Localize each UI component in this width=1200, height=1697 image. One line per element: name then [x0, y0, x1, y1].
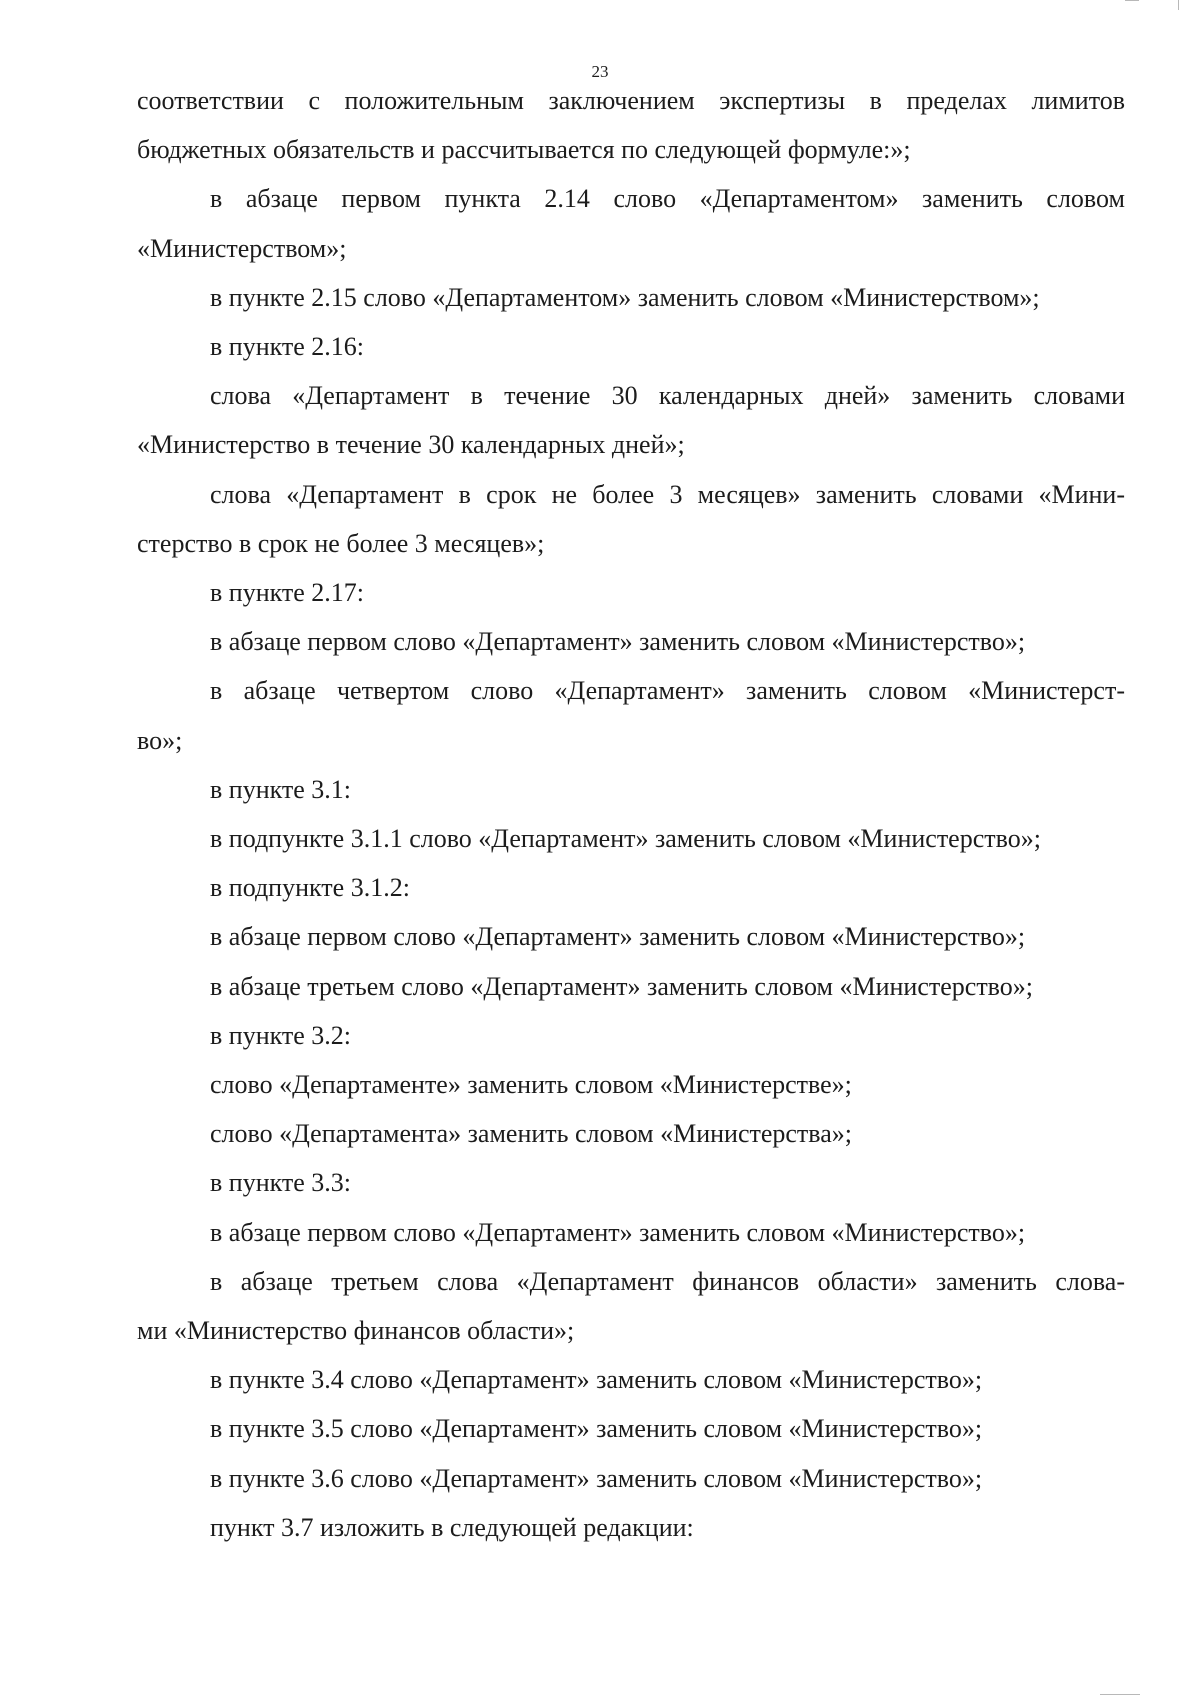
paragraph-line: «Министерство в течение 30 календарных дней»;	[137, 430, 685, 460]
paragraph-line: в абзаце четвертом слово «Департамент» заменить словом «Министерст-	[210, 676, 1125, 706]
paragraph-line: пункт 3.7 изложить в следующей редакции:	[210, 1512, 694, 1542]
paragraph-line: в пункте 2.16:	[210, 332, 365, 362]
paragraph-line: в абзаце третьем слова «Департамент финансов области» заменить слова-	[210, 1266, 1125, 1296]
paragraph-line: во»;	[137, 725, 183, 755]
paragraph-line: в пункте 3.5 слово «Департамент» заменить словом «Министерство»;	[210, 1414, 983, 1444]
paragraph-line: слова «Департамент в течение 30 календарных дней» заменить словами	[210, 381, 1125, 411]
paragraph-line: в подпункте 3.1.2:	[210, 873, 410, 903]
page-number: 23	[591, 62, 609, 81]
paragraph-line: в абзаце первом пункта 2.14 слово «Департаментом» заменить словом	[210, 184, 1125, 214]
paragraph-line: в пункте 3.3:	[210, 1168, 352, 1198]
scan-mark-bottom-right	[1100, 1694, 1140, 1695]
paragraph-line: в пункте 3.6 слово «Департамент» заменить словом «Министерство»;	[210, 1463, 983, 1493]
scan-mark-top-right	[1178, 0, 1179, 10]
body-text	[137, 76, 1125, 1552]
paragraph-line: соответствии с положительным заключением экспертизы в пределах лимитов	[137, 86, 1125, 115]
paragraph-line: в абзаце первом слово «Департамент» заменить словом «Министерство»;	[210, 627, 1026, 657]
paragraph-line: в подпункте 3.1.1 слово «Департамент» заменить словом «Министерство»;	[210, 824, 1041, 854]
paragraph-line: в пункте 2.15 слово «Департаментом» заменить словом «Министерством»;	[210, 282, 1040, 312]
paragraph-line: слова «Департамент в срок не более 3 месяцев» заменить словами «Мини-	[210, 479, 1125, 509]
paragraph-line: стерство в срок не более 3 месяцев»;	[137, 528, 545, 558]
paragraph-line: в абзаце третьем слово «Департамент» заменить словом «Министерство»;	[210, 971, 1033, 1001]
scan-mark-top-right-dash	[1125, 0, 1139, 1]
paragraph-line: ми «Министерство финансов области»;	[137, 1316, 575, 1346]
paragraph-line: слово «Департамента» заменить словом «Министерства»;	[210, 1119, 852, 1149]
paragraph-line: «Министерством»;	[137, 233, 347, 263]
paragraph-line: бюджетных обязательств и рассчитывается по следующей формуле:»;	[137, 135, 911, 165]
paragraph-line: в абзаце первом слово «Департамент» заменить словом «Министерство»;	[210, 1217, 1026, 1247]
paragraph-line: в пункте 3.4 слово «Департамент» заменить словом «Министерство»;	[210, 1365, 983, 1395]
paragraph-line: в пункте 3.1:	[210, 774, 352, 804]
paragraph-line: в пункте 3.2:	[210, 1020, 352, 1050]
paragraph-line: в абзаце первом слово «Департамент» заменить словом «Министерство»;	[210, 922, 1026, 952]
paragraph-line: в пункте 2.17:	[210, 578, 365, 608]
paragraph-line: слово «Департаменте» заменить словом «Министерстве»;	[210, 1070, 852, 1100]
